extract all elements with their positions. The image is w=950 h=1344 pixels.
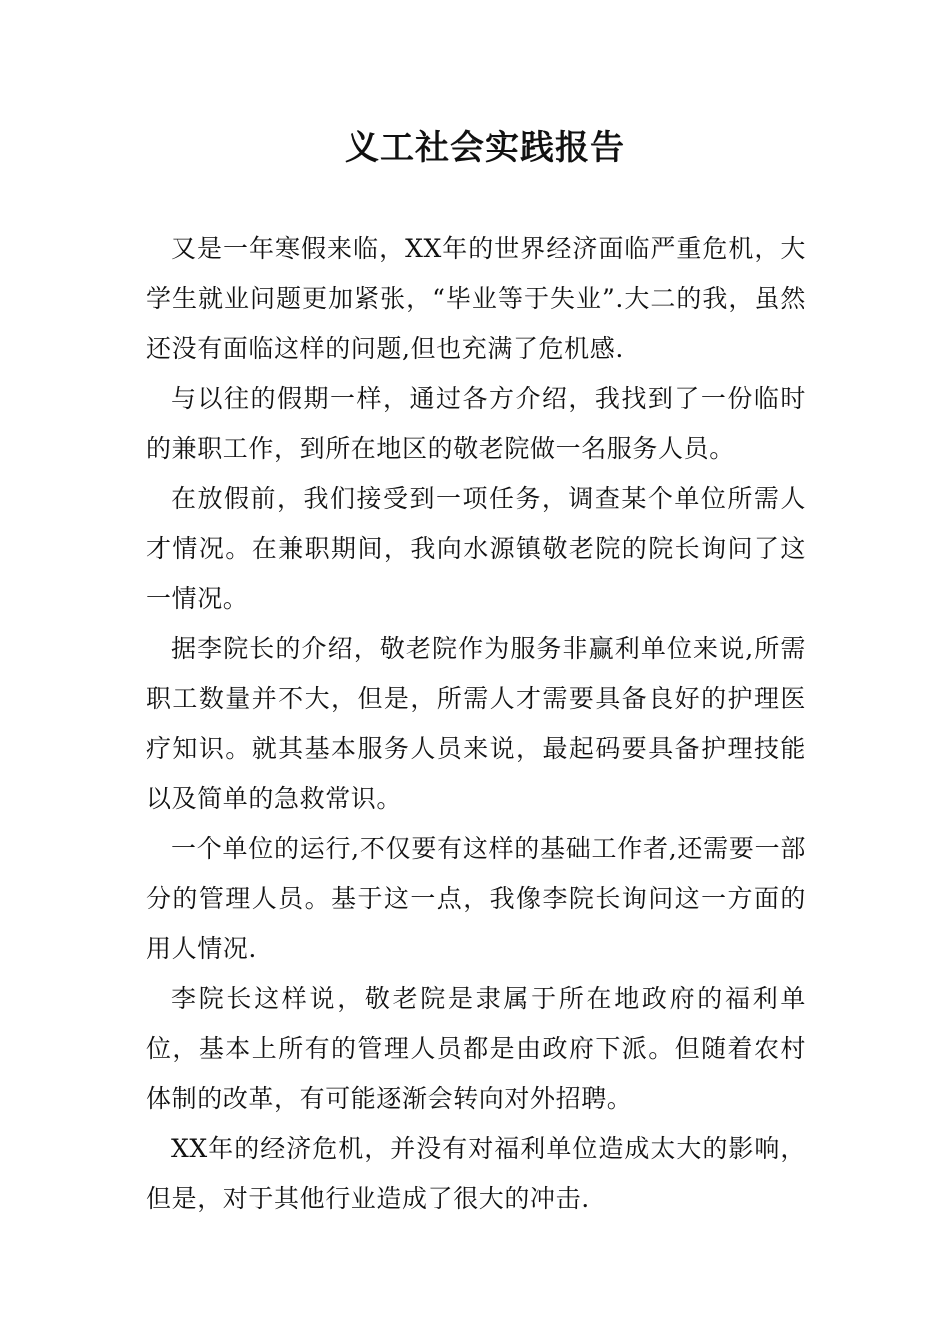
paragraph: 与以往的假期一样，通过各方介绍，我找到了一份临时的兼职工作，到所在地区的敬老院做一名服务人员。	[146, 384, 806, 463]
document-title: 义工社会实践报告	[345, 128, 625, 168]
paragraph: 又是一年寒假来临，XX年的世界经济面临严重危机，大学生就业问题更加紧张，“毕业等于失业”.大二的我，虽然还没有面临这样的问题,但也充满了危机感.	[146, 234, 806, 363]
paragraph: 李院长这样说，敬老院是隶属于所在地政府的福利单位，基本上所有的管理人员都是由政府下派。但随着农村体制的改革，有可能逐渐会转向对外招聘。	[146, 984, 806, 1113]
paragraph: XX年的经济危机，并没有对福利单位造成太大的影响，但是，对于其他行业造成了很大的冲击.	[146, 1134, 806, 1213]
paragraph: 在放假前，我们接受到一项任务，调查某个单位所需人才情况。在兼职期间，我向水源镇敬老院的院长询问了这一情况。	[146, 484, 806, 613]
paragraph: 一个单位的运行,不仅要有这样的基础工作者,还需要一部分的管理人员。基于这一点，我像李院长询问这一方面的用人情况.	[146, 834, 806, 963]
paragraph: 据李院长的介绍，敬老院作为服务非赢利单位来说,所需职工数量并不大，但是，所需人才需要具备良好的护理医疗知识。就其基本服务人员来说，最起码要具备护理技能以及简单的急救常识。	[146, 634, 806, 813]
document-body	[146, 224, 806, 1224]
